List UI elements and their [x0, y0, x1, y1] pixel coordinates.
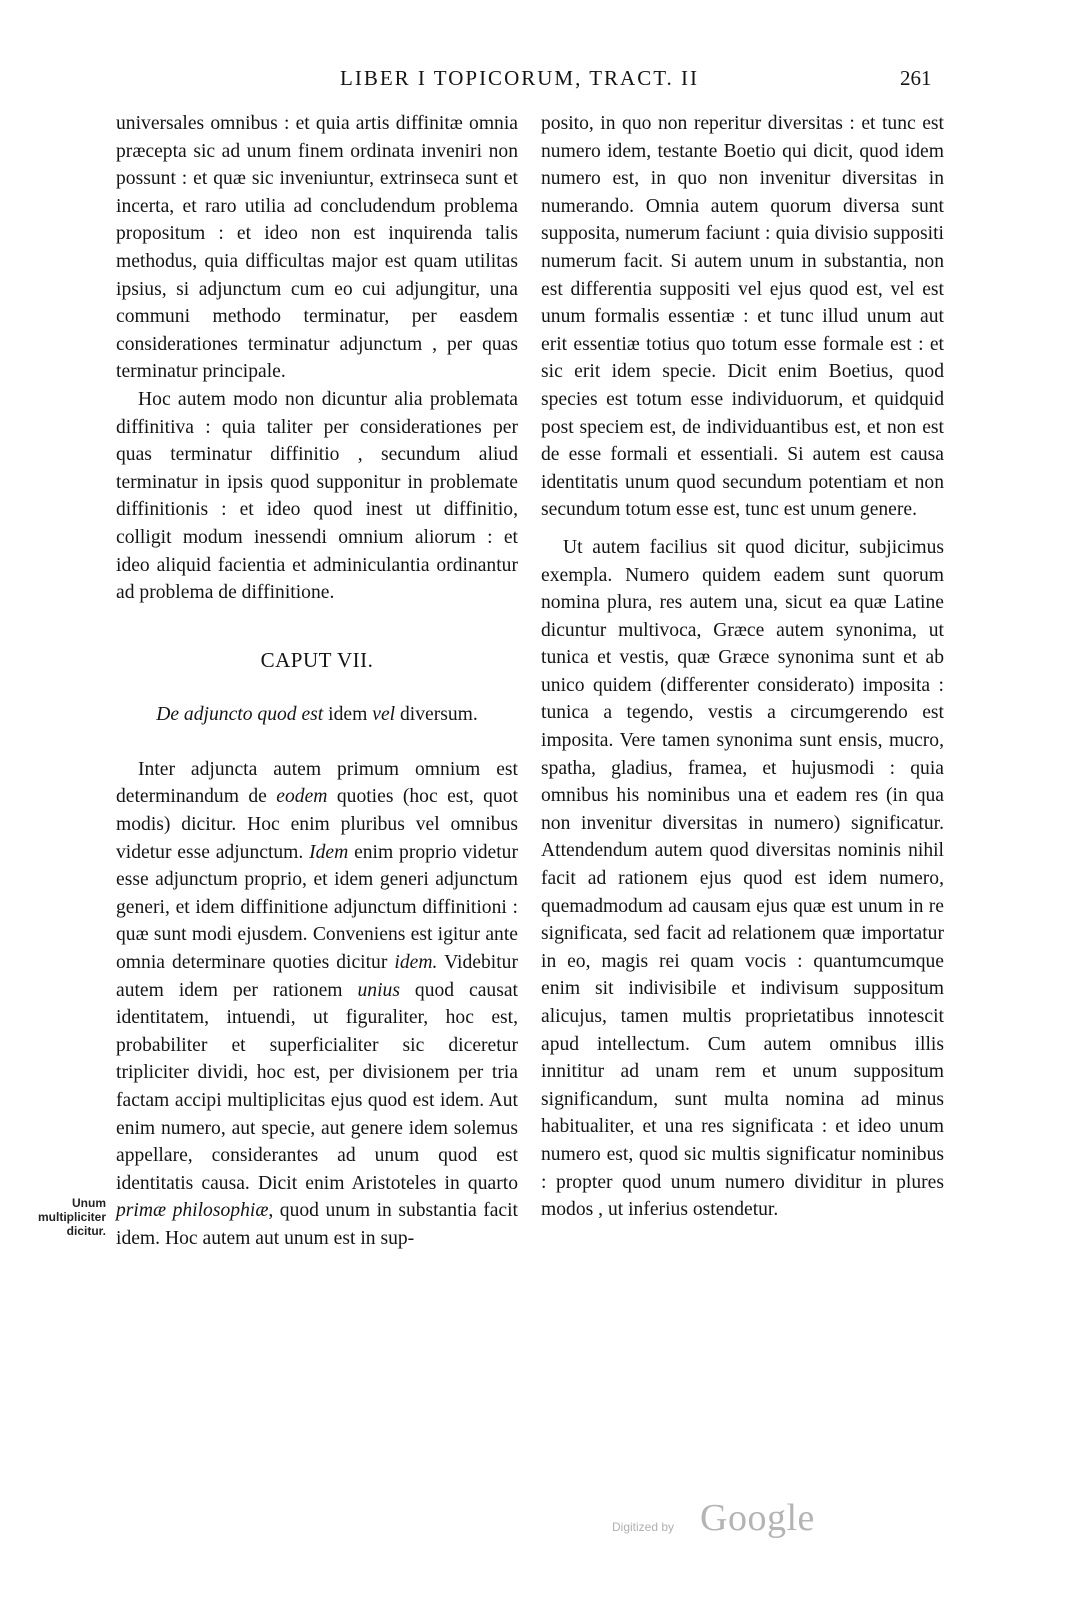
p3-text-2: quoties (hoc est, quot modis) dicitur. Hoc enim pluribus vel omnibus videtur esse adjunctum.: [116, 786, 518, 863]
subtitle-part-3: vel: [372, 704, 396, 726]
subtitle-part-2: idem: [323, 704, 373, 726]
left-column: [116, 110, 518, 1253]
left-paragraph-2: Hoc autem modo non dicuntur alia problemata diffinitiva : quia taliter per considerationes per quas terminatur diffinitio , secundum aliud terminatur in ipsis quod supponitur in problemate diffinitionis : et ideo quod inest ut diffinitio, colligit modum inessendi omnium aliorum : et ideo aliquid facientia et adminiculantia ordinantur ad problema de diffinitione.: [116, 388, 518, 604]
right-paragraph-2: Ut autem facilius sit quod dicitur, subjicimus exempla. Numero quidem eadem sunt quorum nomina plura, res autem una, sicut ea quæ Latine dicuntur multivoca, Græce autem synonima, ut tunica et vestis, quæ Græce synonima sunt et ab unico quidem (differenter considerato) imposita : tunica a tegendo, vestis a circumgerendo est imposita. Vere tamen synonima sunt ensis, mucro, spatha, gladius, framea, et hujusmodi : quia omnibus his nominibus una et eadem res (in qua non invenitur diversitas in numero) significatur. Attendendum autem quod diversitas nominis nihil facit ad rationem ejus quod est idem numero, quemadmodum ad causam ejus quæ est unum in re significata, sed facit ad relationem quæ importatur in eo, magis rei quam vocis : quantumcumque enim sit indivisibile et indivisum suppositum alicujus, tamen multis proprietatibus innotescit apud intellectum. Cum autem omnibus illis innititur ad unam rem et unum suppositum significandum, sunt multa nomina ad minus habitualiter, et una res significata : et ideo unum numero est, quod sic multis significatur nominibus : propter quod unum numero dividitur in plures modos , ut inferius ostendetur.: [541, 536, 944, 1221]
subtitle-part-4: diversum.: [395, 704, 478, 726]
google-logo: Google: [700, 1497, 815, 1539]
p3-italic-eodem: eodem: [276, 786, 328, 808]
right-paragraph-1: posito, in quo non reperitur diversitas : et tunc est numero idem, testante Boetio qui dicit, quod idem numero est, in quo non invenitur diversitas in numerando. Omnia autem quorum diversa sunt supposita, numerum faciunt : quia divisio suppositi numerum facit. Si autem unum in substantia, non est differentia suppositi vel ejus quod est, vel est unum formalis essentiæ : et tunc illud unum aut erit essentiæ totius quo totum esse formale est : et sic erit idem specie. Dicit enim Boetius, quod species est totum esse individuorum, et quidquid post speciem est, de individuantibus est, et non est de esse formali et essentiali. Si autem est causa identitatis unum quod secundum potentiam et non secundum totum esse est, tunc est unum genere.: [541, 113, 944, 521]
p3-italic-unius: unius: [357, 979, 400, 1001]
p3-text-4: Videbitur autem idem per rationem: [116, 952, 518, 1001]
chapter-title: CAPUT VII.: [260, 647, 374, 672]
p3-italic-idem-2: idem.: [394, 952, 438, 974]
right-column: [541, 110, 944, 1224]
left-paragraph-3: [116, 756, 518, 1253]
page-number: 261: [900, 66, 932, 90]
digitization-watermark: [612, 1496, 842, 1542]
subtitle-part-1: De adjuncto quod est: [156, 704, 324, 726]
chapter-subtitle: [116, 701, 518, 729]
running-title: LIBER I TOPICORUM, TRACT. II: [340, 66, 699, 90]
p3-text-1: Inter adjuncta autem primum omnium est determinandum de: [116, 758, 518, 808]
p3-text-3: enim proprio videtur esse adjunctum proprio, et idem generi adjunctum generi, et idem diffinitione adjunctum diffinitioni : quæ sunt modi ejusdem. Conveniens est igitur ante omnia determinare quoties dicitur: [116, 841, 518, 974]
left-paragraph-1: universales omnibus : et quia artis diffinitæ omnia præcepta sic ad unum finem ordinata inveniri non possunt : et quæ sic inveniuntur, extrinseca sunt et incerta, et raro utilia ad concludendum problema propositum : et ideo non est inquirenda talis methodus, quia difficultas major est quam utilitas ipsius, si adjunctum cum eo cui adjungitur, una communi methodo terminatur, per easdem considerationes terminatur adjunctum , per quas terminatur principale.: [116, 113, 518, 383]
p3-text-6: , quod unum in substantia facit idem. Hoc autem aut unum est in sup-: [116, 1200, 518, 1249]
p3-italic-idem: Idem: [309, 841, 349, 863]
page-header: [0, 66, 1090, 96]
p3-italic-primae-philosophiae: primæ philosophiæ: [116, 1200, 269, 1222]
p3-text-5: quod causat identitatem, intuendi, ut figuraliter, hoc est, probabiliter et superficialiter sic diceretur tripliciter dividi, hoc est, per divisionem per tria factam accipi multiplicitas ejus quod est idem. Aut enim numero, aut specie, aut genere idem solemus appellare, considerantes ad unum quod est identitatis causa. Dicit enim Aristoteles in quarto: [116, 979, 518, 1194]
digitized-by-label: Digitized by: [612, 1520, 675, 1534]
margin-note: Unum multipliciter dicitur.: [37, 1196, 106, 1238]
